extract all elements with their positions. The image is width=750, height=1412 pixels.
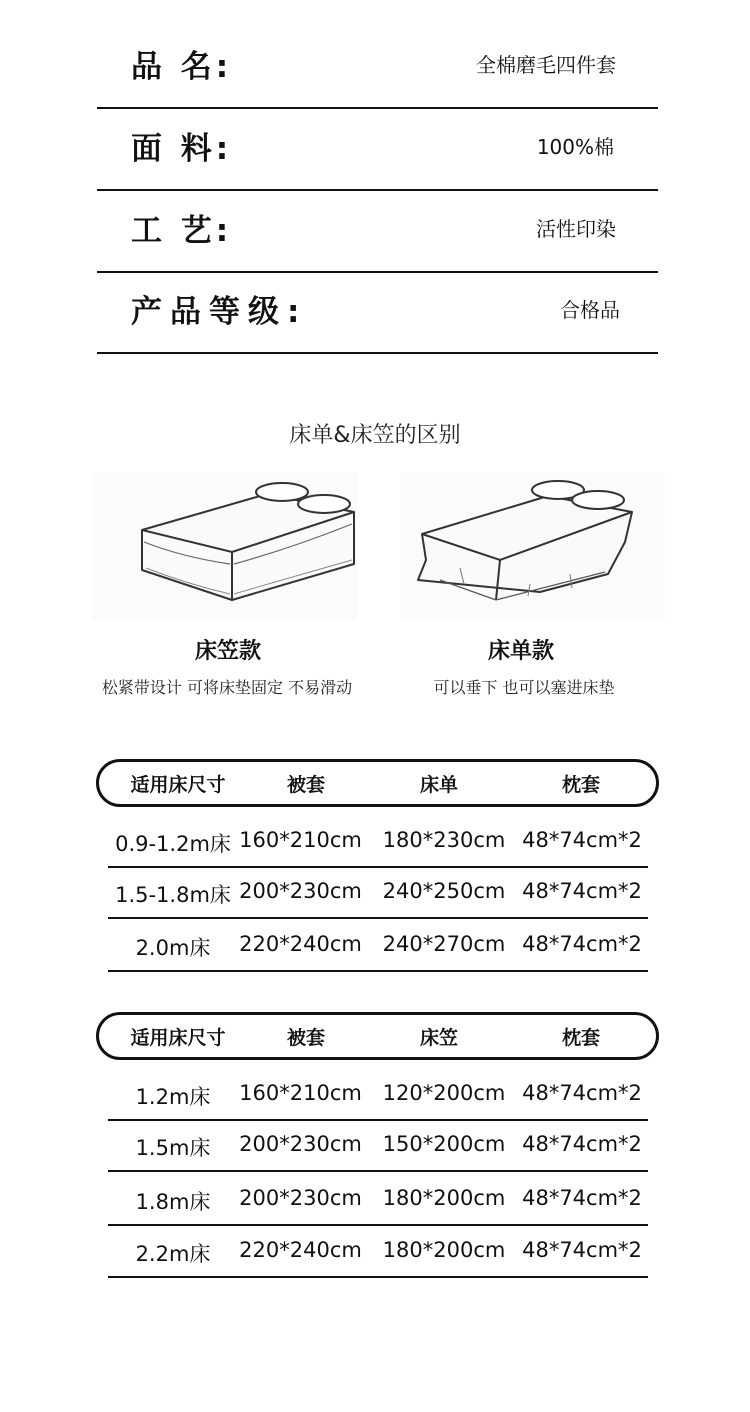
cell-pillowcase: 48*74cm*2 bbox=[522, 1186, 642, 1210]
cell-pillowcase: 48*74cm*2 bbox=[522, 1132, 642, 1156]
table2-header bbox=[96, 1012, 659, 1060]
cell-bed-size: 1.2m床 bbox=[135, 1085, 211, 1109]
header-bed-size: 适用床尺寸 bbox=[130, 1027, 226, 1049]
flat-bed-icon bbox=[400, 472, 665, 620]
cell-bed-size: 1.5-1.8m床 bbox=[115, 883, 231, 907]
header-pillowcase: 枕套 bbox=[561, 774, 600, 796]
flat-sheet-description: 可以垂下 也可以塞进床垫 bbox=[433, 678, 615, 697]
flat-sheet-illustration bbox=[400, 472, 665, 620]
cell-fitted-sheet: 180*200cm bbox=[382, 1186, 506, 1210]
cell-bed-size: 0.9-1.2m床 bbox=[115, 832, 231, 856]
cell-duvet-cover: 220*240cm bbox=[239, 1238, 362, 1262]
cell-duvet-cover: 160*210cm bbox=[239, 828, 362, 852]
table-row bbox=[108, 867, 648, 919]
spec-value: 100%棉 bbox=[536, 135, 614, 159]
cell-pillowcase: 48*74cm*2 bbox=[522, 932, 642, 956]
fitted-sheet-illustration bbox=[92, 472, 357, 620]
cell-bed-size: 2.2m床 bbox=[135, 1242, 211, 1266]
fitted-sheet-title: 床笠款 bbox=[194, 639, 261, 664]
cell-duvet-cover: 220*240cm bbox=[239, 932, 362, 956]
spec-label: 产品等级: bbox=[131, 294, 308, 330]
table-row bbox=[108, 1226, 648, 1278]
section-title: 床单&床笠的区别 bbox=[289, 423, 461, 448]
spec-value: 全棉磨毛四件套 bbox=[476, 53, 616, 77]
cell-sheet: 180*230cm bbox=[382, 828, 506, 852]
table-row bbox=[108, 1069, 648, 1121]
header-sheet: 床单 bbox=[419, 774, 458, 796]
table-row bbox=[108, 920, 648, 972]
cell-bed-size: 1.5m床 bbox=[135, 1136, 211, 1160]
header-fitted-sheet: 床笠 bbox=[419, 1027, 458, 1049]
header-duvet-cover: 被套 bbox=[286, 1027, 325, 1049]
spec-label: 品 名: bbox=[131, 49, 233, 85]
cell-sheet: 240*270cm bbox=[382, 932, 506, 956]
cell-pillowcase: 48*74cm*2 bbox=[522, 1238, 642, 1262]
cell-fitted-sheet: 180*200cm bbox=[382, 1238, 506, 1262]
flat-sheet-title: 床单款 bbox=[487, 639, 554, 664]
spec-label: 面 料: bbox=[131, 131, 233, 167]
cell-pillowcase: 48*74cm*2 bbox=[522, 879, 642, 903]
header-bed-size: 适用床尺寸 bbox=[130, 774, 226, 796]
cell-fitted-sheet: 150*200cm bbox=[382, 1132, 506, 1156]
spec-label: 工 艺: bbox=[131, 213, 233, 249]
spec-row-fabric bbox=[97, 107, 658, 191]
spec-value: 活性印染 bbox=[536, 217, 616, 241]
fitted-bed-icon bbox=[92, 472, 357, 620]
cell-pillowcase: 48*74cm*2 bbox=[522, 828, 642, 852]
table-row bbox=[108, 816, 648, 868]
cell-fitted-sheet: 120*200cm bbox=[382, 1081, 506, 1105]
cell-bed-size: 1.8m床 bbox=[135, 1190, 211, 1214]
fitted-sheet-description: 松紧带设计 可将床垫固定 不易滑动 bbox=[101, 678, 353, 697]
cell-pillowcase: 48*74cm*2 bbox=[522, 1081, 642, 1105]
cell-sheet: 240*250cm bbox=[382, 879, 506, 903]
header-duvet-cover: 被套 bbox=[286, 774, 325, 796]
table-row bbox=[108, 1174, 648, 1226]
table-row bbox=[108, 1120, 648, 1172]
spec-row-grade bbox=[97, 270, 658, 354]
cell-duvet-cover: 160*210cm bbox=[239, 1081, 362, 1105]
table1-header bbox=[96, 759, 659, 807]
cell-duvet-cover: 200*230cm bbox=[239, 1186, 362, 1210]
spec-value: 合格品 bbox=[560, 298, 620, 322]
header-pillowcase: 枕套 bbox=[561, 1027, 600, 1049]
spec-row-craft bbox=[97, 189, 658, 273]
cell-bed-size: 2.0m床 bbox=[135, 936, 211, 960]
spec-row-product-name bbox=[97, 25, 658, 109]
cell-duvet-cover: 200*230cm bbox=[239, 879, 362, 903]
cell-duvet-cover: 200*230cm bbox=[239, 1132, 362, 1156]
